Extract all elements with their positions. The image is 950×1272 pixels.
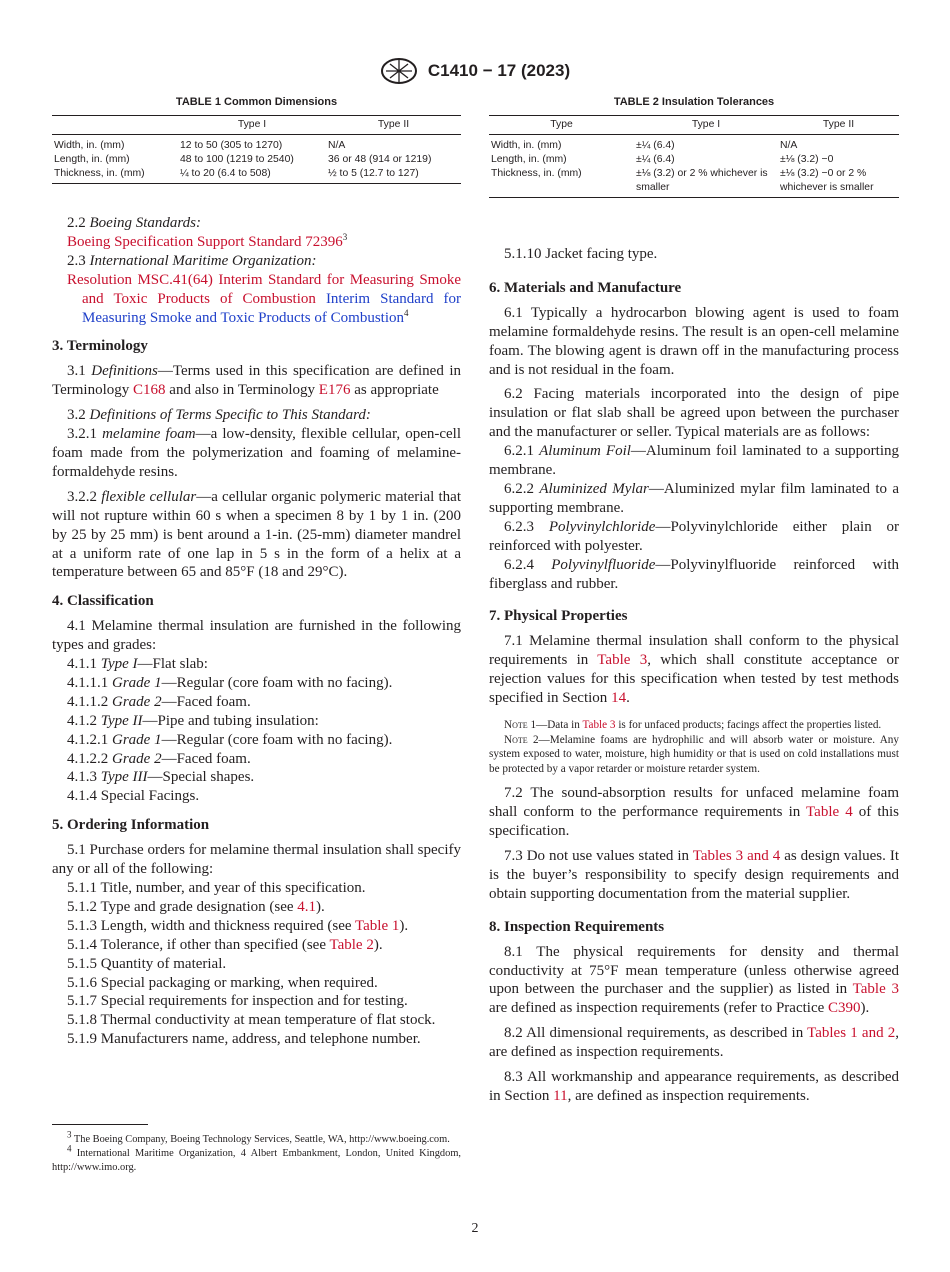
section-14-link[interactable]: 14 (611, 690, 627, 707)
tables-1-and-2-link[interactable]: Tables 1 and 2 (807, 1025, 896, 1042)
note-2: Note 2—Melamine foams are hydrophilic and will absorb water or moisture. Any system exposed to water, moisture, high humidity or that is used on cold installations must be protected by a vapor retarder or moisture retarder system. (489, 733, 899, 775)
table-1-header: Type I (178, 116, 326, 135)
imo-standard-link[interactable]: Interim Standard for Measuring Smoke and Toxic Products of Combustion (82, 290, 462, 326)
section-5-1-2: 5.1.2 Type and grade designation (see 4.1). (67, 898, 325, 915)
page-header (0, 57, 950, 85)
table-1 (52, 95, 461, 184)
section-5-heading: 5. Ordering Information (52, 817, 210, 834)
table-cell: N/A (780, 140, 798, 151)
section-4-1-1: 4.1.1 Type I—Flat slab: (67, 656, 208, 673)
table-2-header-row (489, 116, 899, 135)
section-6-2: 6.2 Facing materials incorporated into the design of pipe insulation or flat slab shall be agreed upon between the purchaser and the manufacturer or seller. Typical materials are as follows: (489, 386, 899, 441)
section-5-1-9: 5.1.9 Manufacturers name, address, and telephone number. (67, 1031, 421, 1048)
section-7-heading: 7. Physical Properties (489, 608, 628, 625)
section-4-1: 4.1 Melamine thermal insulation are furnished in the following types and grades: (52, 618, 461, 654)
section-2-3: 2.3 International Maritime Organization: (67, 252, 317, 269)
table-cell: Length, in. (mm) (54, 154, 130, 165)
section-5-1-3: 5.1.3 Length, width and thickness required (see Table 1). (67, 917, 409, 934)
table-4-link[interactable]: Table 4 (806, 804, 853, 821)
boeing-reference (52, 233, 461, 252)
section-6-heading: 6. Materials and Manufacture (489, 279, 682, 296)
table-row (52, 135, 461, 154)
table-3-link[interactable]: Table 3 (582, 718, 616, 731)
section-8-1: 8.1 The physical requirements for density and thermal conductivity at 75°F mean temperature (unless otherwise agreed upon between the purchaser and the supplier) as listed in Table 3 are defined as inspection requirements (refer to Practice C390). (489, 943, 899, 1017)
imo-resolution-link[interactable]: Resolution MSC.41(64) Interim Standard for Measuring Smoke and Toxic Products of Combustion (67, 271, 461, 307)
table-cell: ±¼ (6.4) (636, 154, 675, 165)
standard-designation: C1410 − 17 (2023) (427, 61, 571, 80)
section-6-2-2: 6.2.2 Aluminized Mylar—Aluminized mylar film laminated to a supporting membrane. (489, 480, 900, 516)
table-cell: Length, in. (mm) (491, 154, 567, 165)
table-cell: Thickness, in. (mm) (491, 168, 582, 179)
table-cell: ±⅛ (3.2) −0 (780, 154, 834, 165)
footnote-3-marker: 3 (342, 231, 348, 242)
section-4-1-link[interactable]: 4.1 (297, 898, 317, 915)
tables-3-and-4-link[interactable]: Tables 3 and 4 (692, 848, 781, 865)
section-5-1-6: 5.1.6 Special packaging or marking, when required. (67, 974, 378, 991)
footnotes (52, 1129, 461, 1175)
section-3-2-1: 3.2.1 melamine foam—a low-density, flexible cellular, open-cell foam made from the polymerization and foaming of melamine-formaldehyde resins. (52, 426, 462, 480)
table-row (489, 167, 899, 198)
section-6-2-4: 6.2.4 Polyvinylfluoride—Polyvinylfluoride reinforced with fiberglass and rubber. (489, 556, 900, 592)
imo-reference (67, 271, 461, 328)
section-5-1-7: 5.1.7 Special requirements for inspection and for testing. (67, 993, 408, 1010)
table-cell: ±¼ (6.4) (636, 140, 675, 151)
table-2 (489, 95, 899, 198)
section-6-2-1: 6.2.1 Aluminum Foil—Aluminum foil laminated to a supporting membrane. (489, 443, 900, 479)
section-4-1-1-2: 4.1.1.2 Grade 2—Faced foam. (67, 693, 251, 710)
table-cell: Thickness, in. (mm) (54, 168, 145, 179)
page-number: 2 (471, 1221, 479, 1236)
table-row (52, 153, 461, 167)
table-row (489, 135, 899, 154)
section-5-1-4: 5.1.4 Tolerance, if other than specified (see Table 2). (67, 936, 383, 953)
table-cell: 48 to 100 (1219 to 2540) (180, 154, 294, 165)
footnote-4: $^4$ International Maritime Organization, 4 Albert Embankment, London, United Kingdom, http://www.imo.org. (52, 1143, 461, 1173)
section-3-2-2: 3.2.2 flexible cellular—a cellular organic polymeric material that will not rupture within 60 s when a specimen 8 by 1 by 1 in. (200 by 25 by 25 mm) is bent around a 1-in. (25-mm) diameter mandrel at a uniform rate of one lap in 5 s in the form of a helix at a temperature between 65 and 85°F (18 and 29°C). (52, 488, 461, 581)
section-4-heading: 4. Classification (52, 593, 154, 610)
footnote-rule (52, 1124, 148, 1125)
section-7-2: 7.2 The sound-absorption results for unfaced melamine foam shall conform to the performance requirements in Table 4 of this specification. (489, 785, 900, 840)
e176-link[interactable]: E176 (318, 382, 351, 399)
section-5-1-10: 5.1.10 Jacket facing type. (504, 246, 658, 262)
section-2-2: 2.2 Boeing Standards: (67, 215, 202, 231)
section-8-2: 8.2 All dimensional requirements, as described in Tables 1 and 2, are defined as inspection requirements. (489, 1025, 899, 1061)
section-5-1-1: 5.1.1 Title, number, and year of this specification. (67, 880, 366, 896)
table-cell: ±⅛ (3.2) or 2 % whichever is smaller (636, 168, 768, 193)
table-row (52, 167, 461, 184)
footnote-3: $^3$ The Boeing Company, Boeing Technology Services, Seattle, WA, http://www.boeing.com. (67, 1129, 450, 1145)
table-3-link[interactable]: Table 3 (852, 981, 899, 998)
boeing-standard-link[interactable]: Boeing Specification Support Standard 72396 (67, 233, 343, 250)
section-7-3: 7.3 Do not use values stated in Tables 3 and 4 as design values. It is the buyer’s responsibility to specify design requirements and obtain supporting documentation from the material supplier. (489, 848, 899, 902)
table-1-link[interactable]: Table 1 (355, 917, 400, 934)
section-3-1: 3.1 Definitions—Terms used in this specification are defined in Terminology C168 and also in Terminology E176 as appropriate (52, 363, 461, 399)
footnote-4-marker: 4 (404, 307, 409, 318)
table-1-header-row (52, 116, 461, 135)
left-column (52, 214, 461, 1049)
right-column (489, 245, 899, 1106)
table-cell: N/A (328, 140, 346, 151)
table-row (489, 153, 899, 167)
section-4-1-2: 4.1.2 Type II—Pipe and tubing insulation: (67, 712, 319, 729)
table-2-link[interactable]: Table 2 (329, 936, 374, 953)
astm-logo (380, 57, 418, 85)
table-2-header: Type (489, 116, 634, 135)
table-1-caption: TABLE 1 Common Dimensions (175, 96, 338, 108)
table-2-caption: TABLE 2 Insulation Tolerances (613, 96, 775, 108)
section-3-heading: 3. Terminology (52, 338, 148, 355)
table-cell: ¼ to 20 (6.4 to 508) (180, 168, 271, 179)
table-cell: 36 or 48 (914 or 1219) (328, 154, 432, 165)
c168-link[interactable]: C168 (133, 382, 166, 399)
section-5-1-8: 5.1.8 Thermal conductivity at mean temperature of flat stock. (67, 1012, 436, 1029)
table-cell: ½ to 5 (12.7 to 127) (328, 168, 419, 179)
table-cell: Width, in. (mm) (491, 140, 562, 151)
section-4-1-3: 4.1.3 Type III—Special shapes. (67, 769, 255, 786)
section-4-1-2-2: 4.1.2.2 Grade 2—Faced foam. (67, 750, 251, 767)
section-3-2: 3.2 Definitions of Terms Specific to This Standard: (67, 407, 371, 424)
section-5-1-5: 5.1.5 Quantity of material. (67, 955, 227, 972)
table-1-header: Type II (326, 116, 461, 135)
section-6-1: 6.1 Typically a hydrocarbon blowing agent is used to foam melamine formaldehyde resins. The result is an open-cell melamine foam. The blowing agent is drawn off in the manufacturing process and is not residual in the foam. (489, 304, 899, 378)
table-3-link[interactable]: Table 3 (597, 652, 648, 669)
table-2-header: Type II (778, 116, 899, 135)
table-cell: Width, in. (mm) (54, 140, 125, 151)
section-5-1: 5.1 Purchase orders for melamine thermal insulation shall specify any or all of the following: (52, 842, 461, 878)
section-7-1: 7.1 Melamine thermal insulation shall conform to the physical requirements in Table 3, which shall constitute acceptance or rejection values for this specification when tested by test methods specified in Section 14. (489, 633, 900, 707)
section-4-1-2-1: 4.1.2.1 Grade 1—Regular (core foam with no facing). (67, 731, 393, 748)
section-8-heading: 8. Inspection Requirements (489, 918, 665, 935)
section-11-link[interactable]: 11 (553, 1088, 568, 1104)
section-6-2-3: 6.2.3 Polyvinylchloride—Polyvinylchloride either plain or reinforced with polyester. (489, 518, 900, 554)
c390-link[interactable]: C390 (828, 1000, 861, 1017)
section-4-1-4: 4.1.4 Special Facings. (67, 788, 200, 805)
table-2-header: Type I (634, 116, 778, 135)
table-1-header (52, 116, 178, 135)
section-4-1-1-1: 4.1.1.1 Grade 1—Regular (core foam with no facing). (67, 674, 393, 691)
table-cell: ±⅛ (3.2) −0 or 2 % whichever is smaller (780, 168, 874, 193)
table-cell: 12 to 50 (305 to 1270) (180, 140, 283, 151)
section-8-3: 8.3 All workmanship and appearance requirements, as described in Section 11, are defined as inspection requirements. (489, 1069, 899, 1104)
note-1: Note 1—Data in Table 3 is for unfaced products; facings affect the properties listed. (504, 718, 882, 731)
